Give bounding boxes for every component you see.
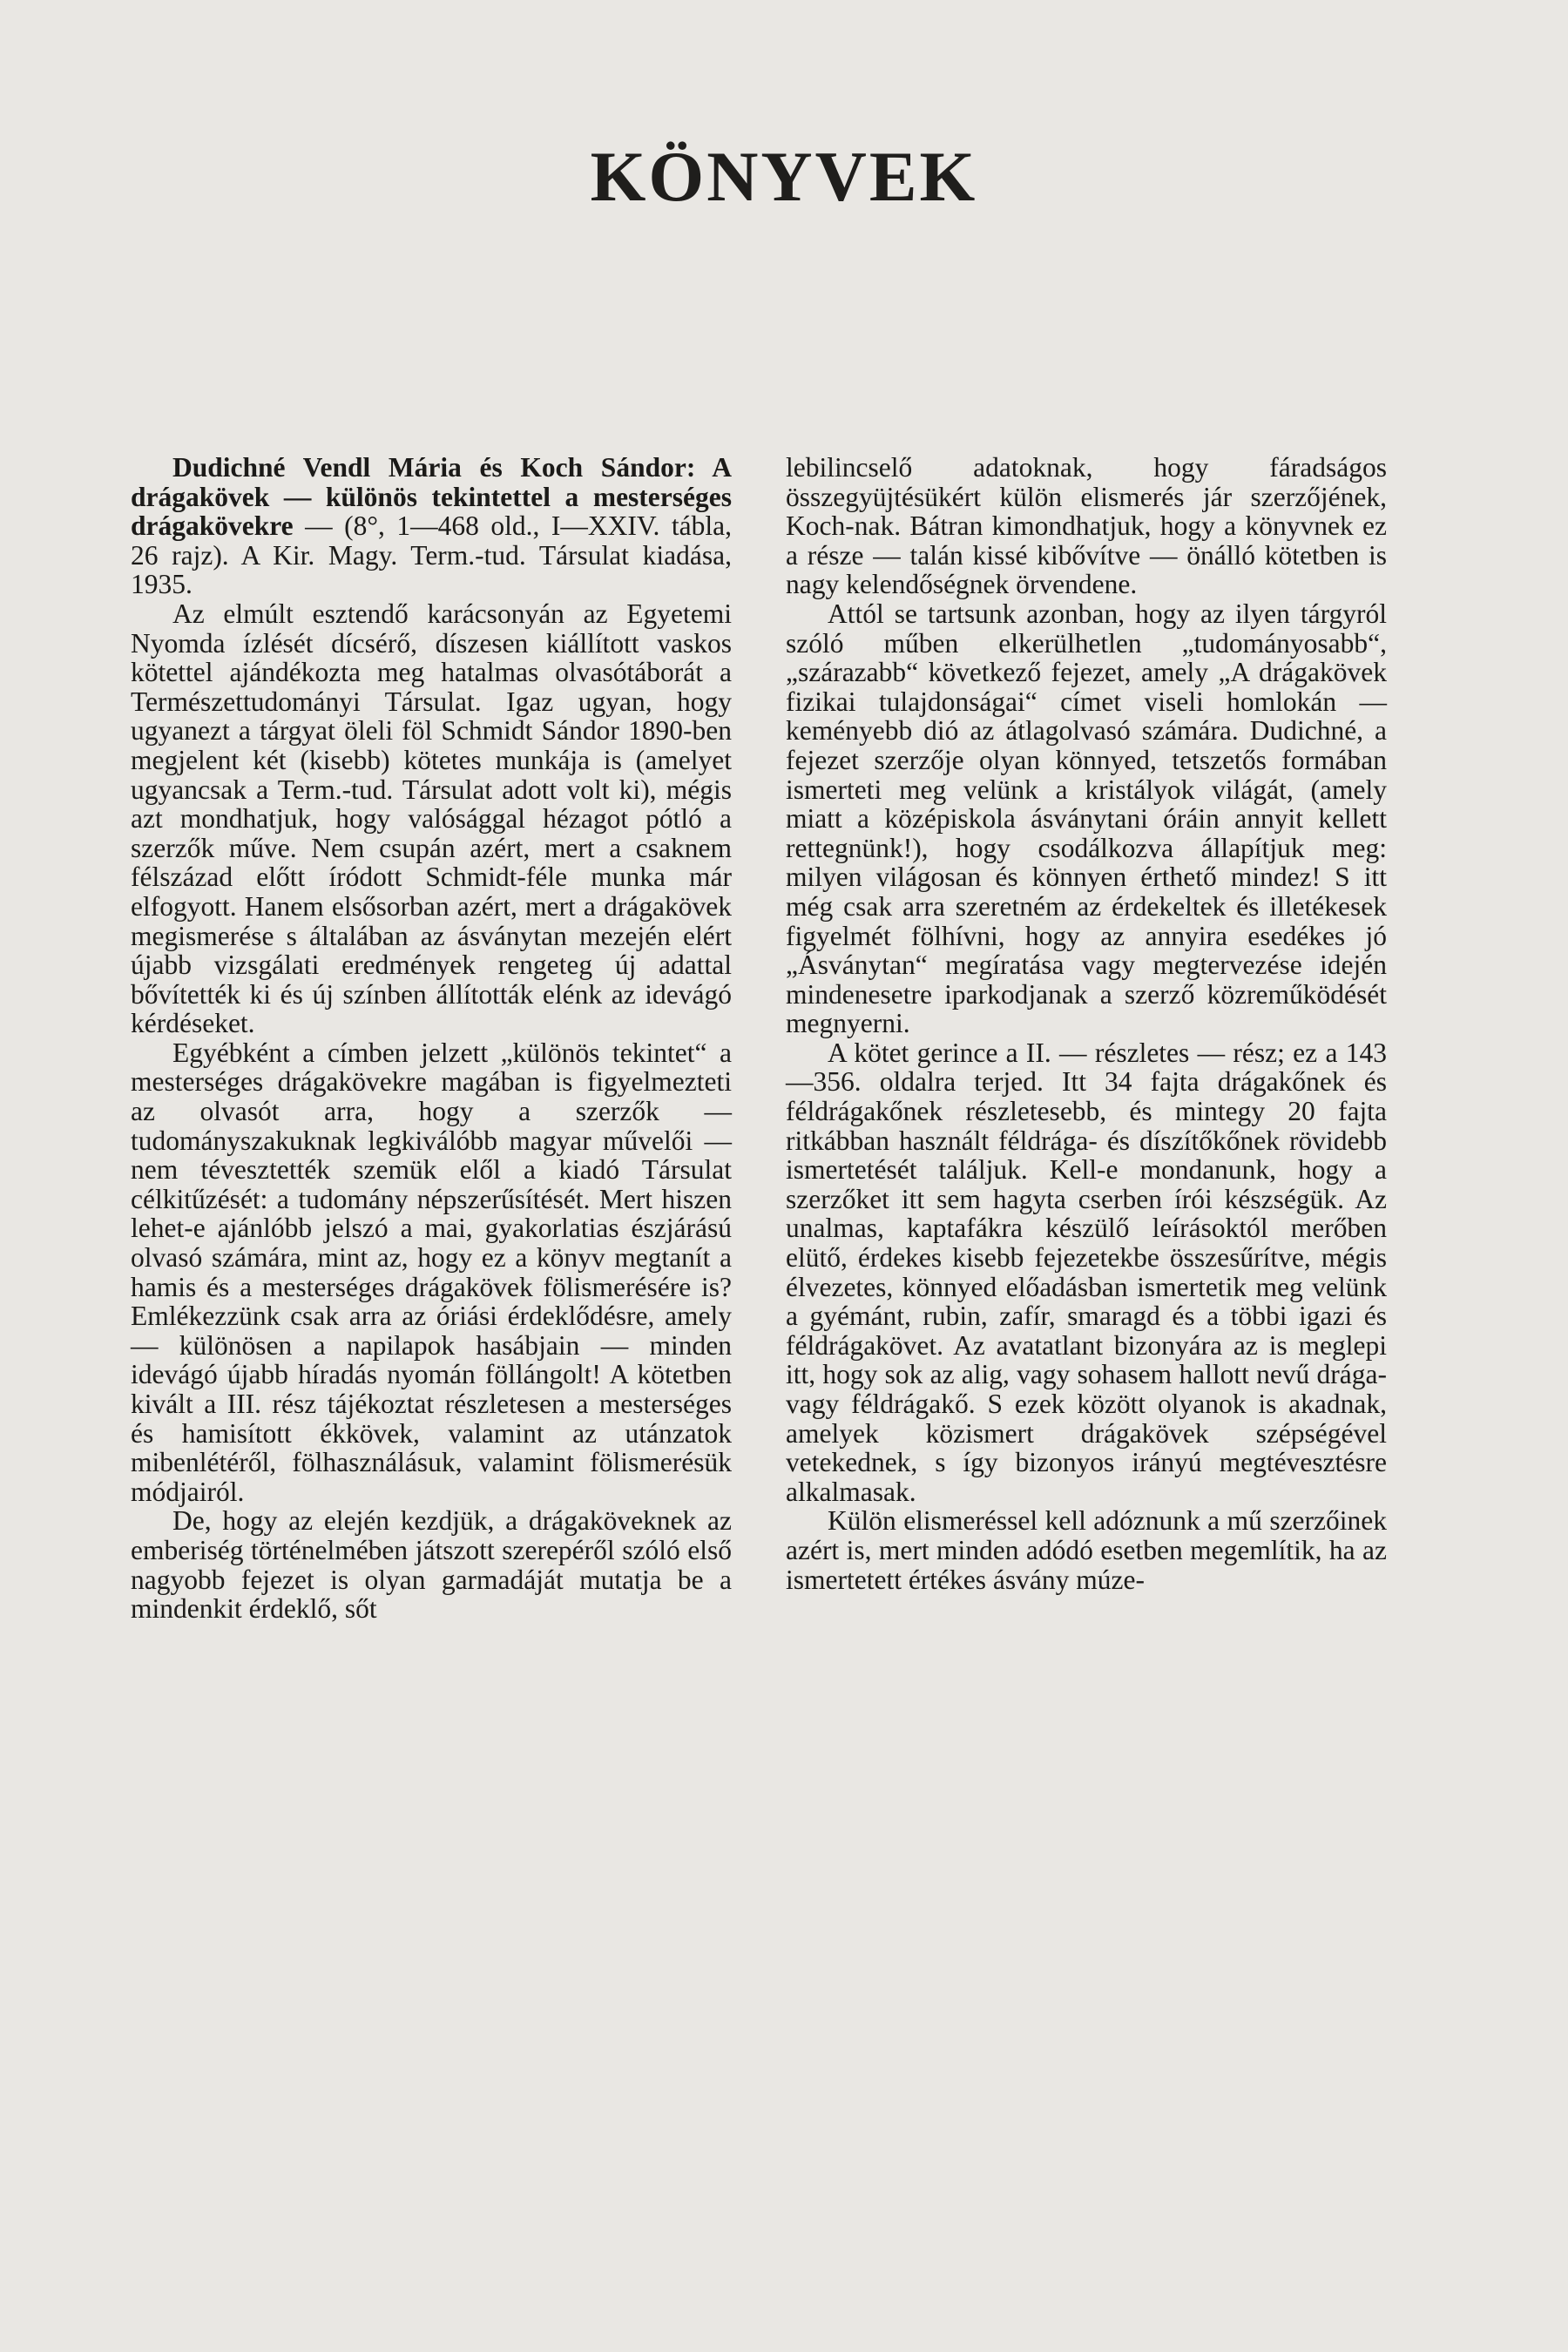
- bibliography-details: — (8°, 1—468 old., I—XXIV. tábla, 26 rajz). A Kir. Magy. Term.-tud. Társulat kiadása, 1935.: [131, 510, 732, 600]
- paragraph: A kötet gerince a II. — részletes — rész; ez a 143—356. oldalra terjed. Itt 34 fajta drágakőnek és féldrágakőnek részletesebb, és mintegy 20 fajta ritkábban használt féldrága- és díszítőkőnek rövidebb ismertetését találjuk. Kell-e mondanunk, hogy a szerzőket itt sem hagyta cserben írói készségük. Az unalmas, kaptafákra készülő leírásoktól merőben elütő, érdekes kisebb fejezetekbe összesűrítve, mégis élvezetes, könnyed előadásban ismertetik meg velünk a gyémánt, rubin, zafír, smaragd és a többi igazi és féldrágakövet. Az avatatlant bizonyára az is meglepi itt, hogy sok az alig, vagy sohasem hallott nevű drága- vagy féldrágakő. S ezek között olyanok is akadnak, amelyek közismert drágakövek szépségével vetekednek, s így bizonyos irányú megtévesztésre alkalmasak.: [786, 1037, 1387, 1507]
- bibliography-entry: [131, 453, 732, 599]
- page-title: KÖNYVEK: [590, 137, 978, 216]
- paragraph: Egyébként a címben jelzett „különös tekintet“ a mesterséges drágakövekre magában is figyelmezteti az olvasót arra, hogy a szerzők — tudományszakuknak legkiválóbb magyar művelői — nem tévesztették szemük elől a kiadó Társulat célkitűzését: a tudomány népszerűsítését. Mert hiszen lehet-e ajánlóbb jelszó a mai, gyakorlatias észjárású olvasó számára, mint az, hogy ez a könyv megtanít a hamis és a mesterséges drágakövek fölismerésére is? Emlékezzünk csak arra az óriási érdeklődésre, amely — különösen a napilapok hasábjain — minden idevágó újabb híradás nyomán föllángolt! A kötetben kivált a III. rész tájékoztat részletesen a mesterséges és hamisított ékkövek, valamint az utánzatok mibenlétéről, fölhasználásuk, valamint fölismerésük módjairól.: [131, 1037, 732, 1507]
- paragraph-continued: lebilincselő adatoknak, hogy fáradságos összegyüjtésükért külön elismerés jár szerzőjének, Koch-nak. Bátran kimondhatjuk, hogy a könyvnek ez a része — talán kissé kibővítve — önálló kötetben is nagy kelendőségnek örvendene.: [786, 452, 1387, 600]
- paragraph: Külön elismeréssel kell adóznunk a mű szerzőinek azért is, mert minden adódó esetben megemlítik, ha az ismertetett értékes ásvány múze-: [786, 1505, 1387, 1595]
- right-column: [786, 453, 1387, 1594]
- bibliography-title: Dudichné Vendl Mária és Koch Sándor: A drágakövek — különös tekintettel a mesterséges drágakövekre: [131, 452, 732, 542]
- paragraph: Attól se tartsunk azonban, hogy az ilyen tárgyról szóló műben elkerülhetlen „tudományosabb“, „szárazabb“ következő fejezet, amely „A drágakövek fizikai tulajdonságai“ címet viseli homlokán — keményebb dió az átlagolvasó számára. Dudichné, a fejezet szerzője olyan könnyed, tetszetős formában ismerteti meg velünk a kristályok világát, (amely miatt a középiskola ásványtani óráin annyit kellett rettegnünk!), hogy csodálkozva állapítjuk meg: milyen világosan és könnyen érthető mindez! S itt még csak arra szeretném az érdekeltek és illetékesek figyelmét fölhívni, hogy az annyira esedékes jó „Ásványtan“ megíratása vagy megtervezése idején mindenesetre iparkodjanak a szerző közreműködését megnyerni.: [786, 598, 1387, 1039]
- paragraph: Az elmúlt esztendő karácsonyán az Egyetemi Nyomda ízlését dícsérő, díszesen kiállított vaskos kötettel ajándékozta meg hatalmas olvasótáborát a Természettudományi Társulat. Igaz ugyan, hogy ugyanezt a tárgyat öleli föl Schmidt Sándor 1890-ben megjelent két (kisebb) kötetes munkája is (amelyet ugyancsak a Term.-tud. Társulat adott volt ki), mégis azt mondhatjuk, hogy valósággal hézagot pótló a szerzők műve. Nem csupán azért, mert a csaknem félszázad előtt íródott Schmidt-féle munka már elfogyott. Hanem elsősorban azért, mert a drágakövek megismerése s általában az ásványtan mezején elért újabb vizsgálati eredmények rengeteg új adattal bővítették ki és új színben állították elénk az idevágó kérdéseket.: [131, 598, 732, 1039]
- left-column: [131, 453, 732, 1624]
- paragraph: De, hogy az elején kezdjük, a drágaköveknek az emberiség történelmében játszott szerepéről szóló első nagyobb fejezet is olyan garmadáját mutatja be a mindenkit érdeklő, sőt: [131, 1505, 732, 1625]
